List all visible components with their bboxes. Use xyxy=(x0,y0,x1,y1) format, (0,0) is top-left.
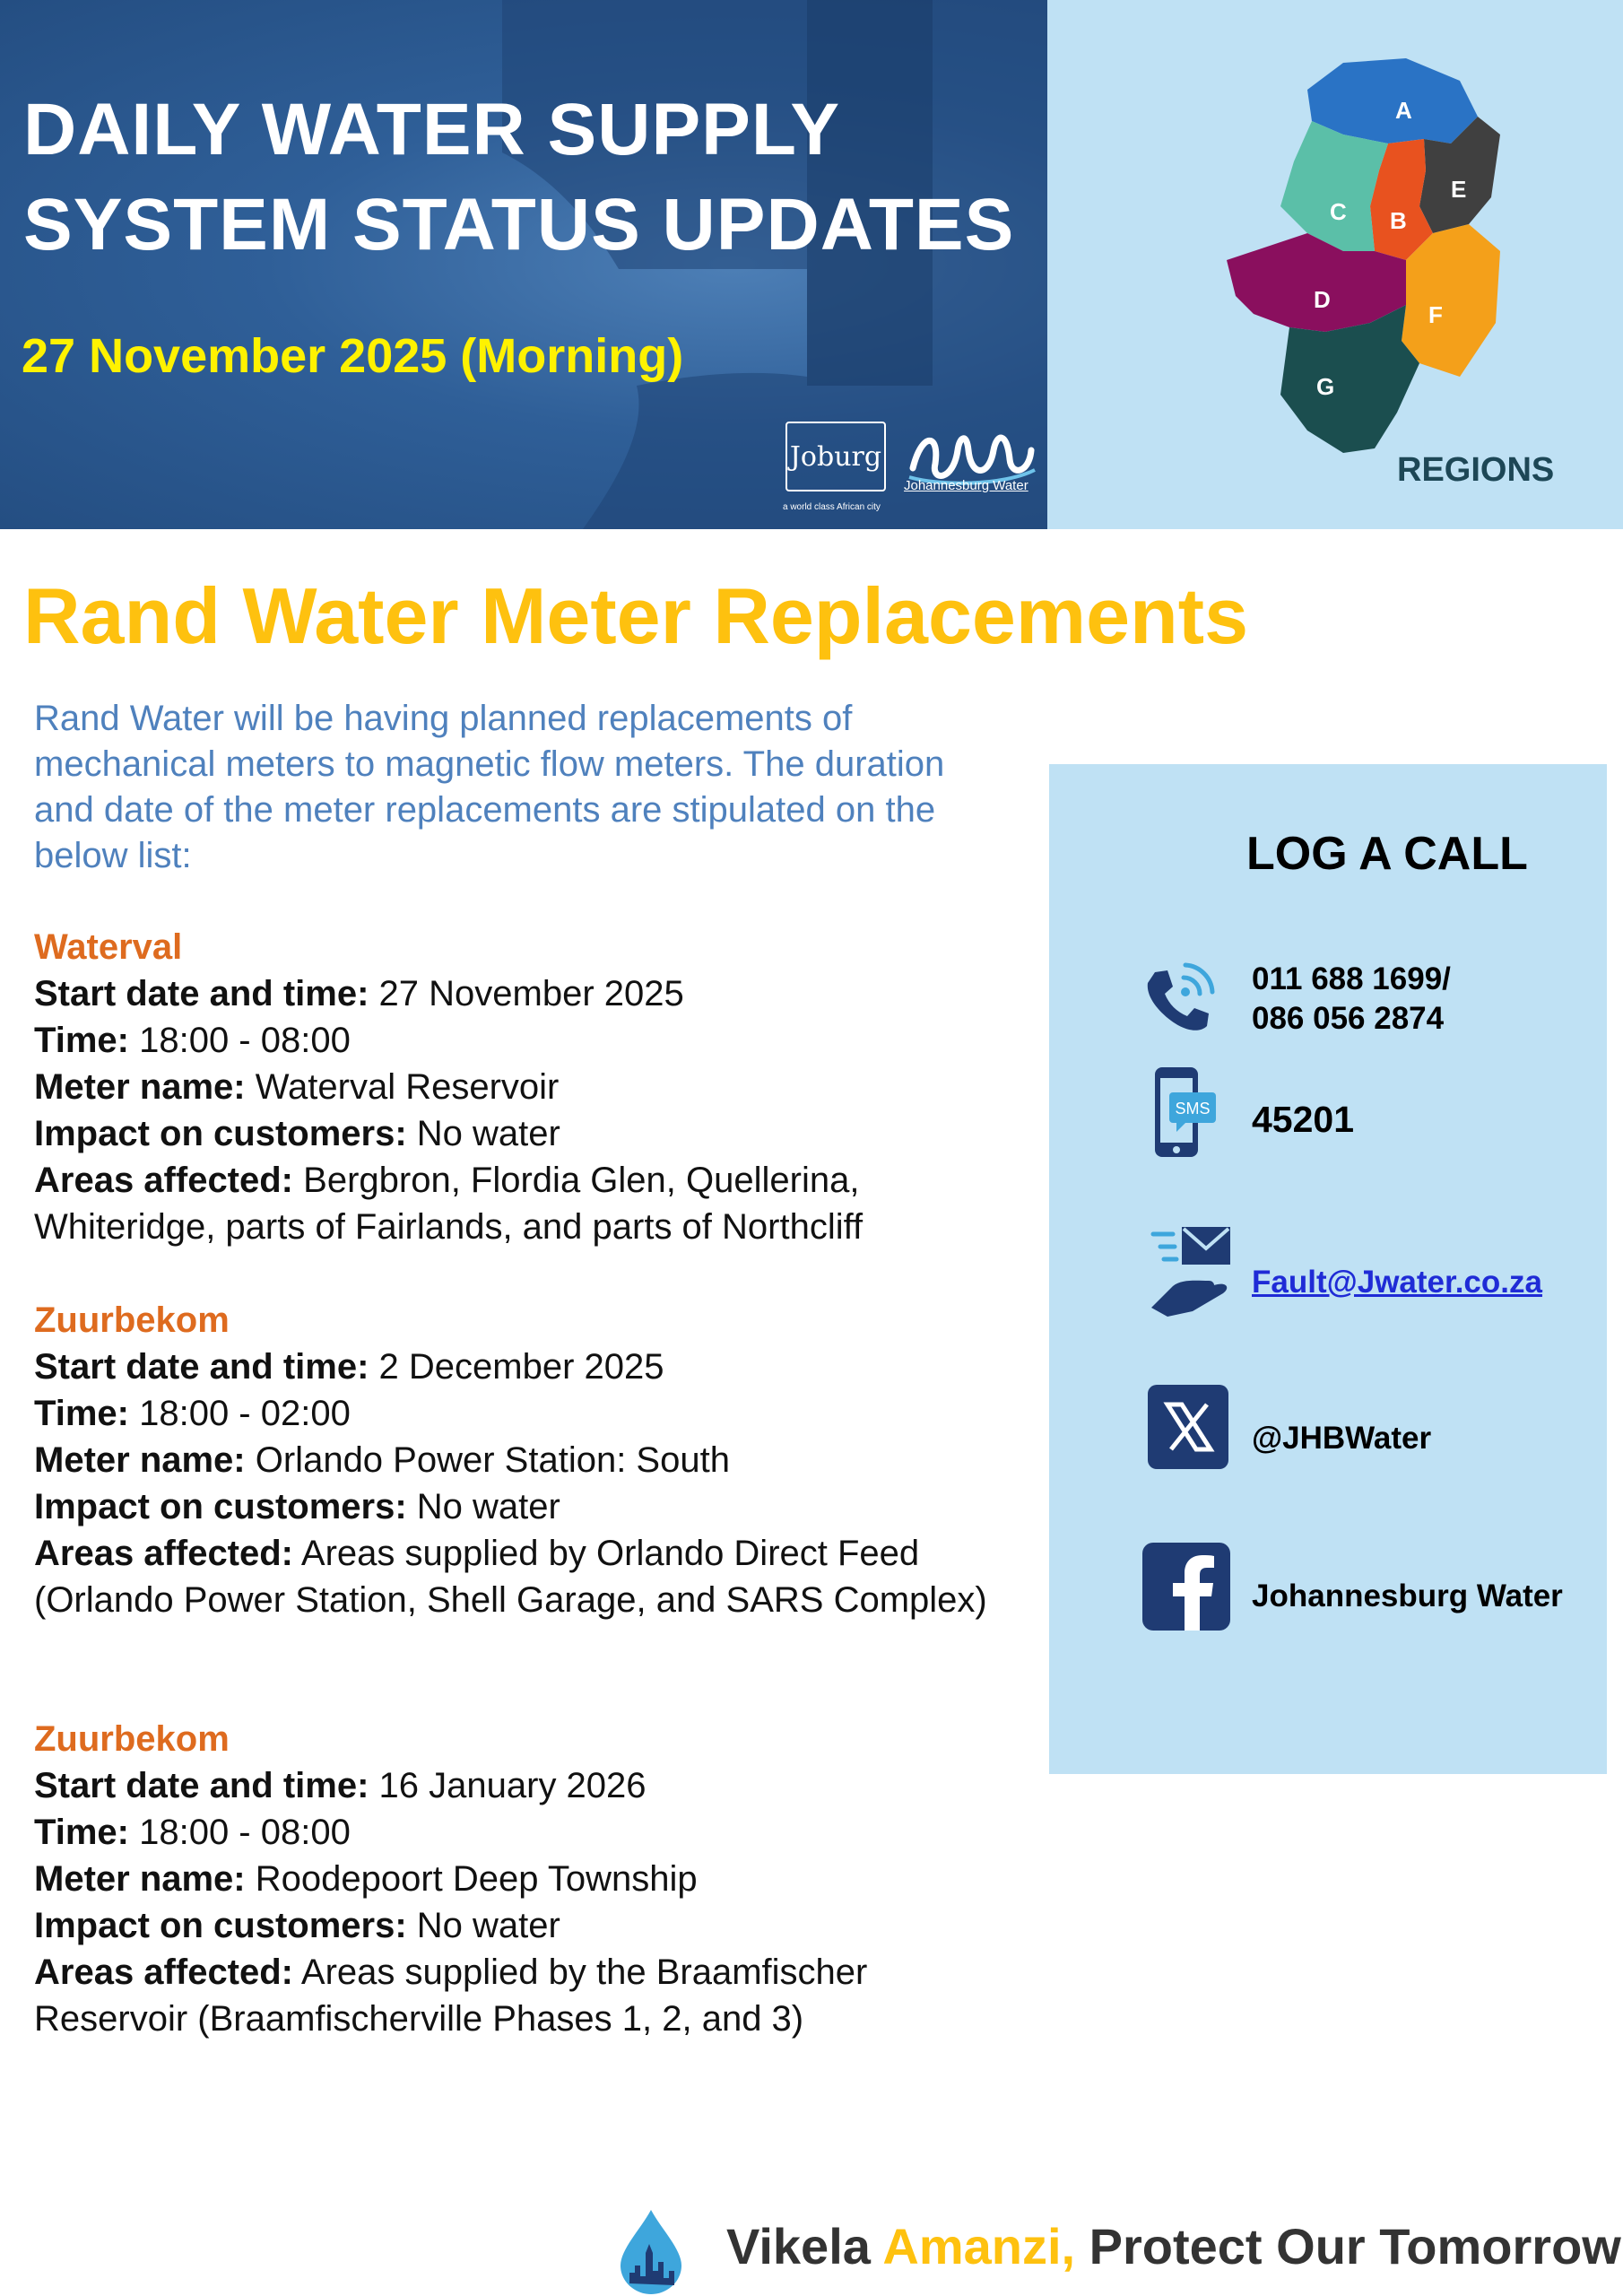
region-label-d: D xyxy=(1314,286,1331,313)
start-value: 16 January 2026 xyxy=(378,1766,647,1805)
meter-label: Meter name: xyxy=(34,1067,246,1107)
start-value: 2 December 2025 xyxy=(378,1347,664,1387)
log-a-call-panel xyxy=(1049,764,1607,1774)
region-label-a: A xyxy=(1395,97,1412,124)
region-label-c: C xyxy=(1330,198,1347,225)
time-label: Time: xyxy=(34,1021,129,1060)
impact-label: Impact on customers: xyxy=(34,1906,407,1945)
x-icon xyxy=(1148,1385,1228,1469)
email-icon xyxy=(1146,1222,1236,1320)
slogan-part1: Vikela xyxy=(726,2218,883,2274)
time-value: 18:00 - 08:00 xyxy=(139,1813,351,1852)
email-link[interactable]: Fault@Jwater.co.za xyxy=(1252,1265,1542,1300)
regions-map xyxy=(1191,54,1603,466)
start-label: Start date and time: xyxy=(34,1347,369,1387)
facebook-icon xyxy=(1142,1543,1230,1631)
joburg-logo xyxy=(785,422,886,491)
impact-value: No water xyxy=(416,1906,560,1945)
time-label: Time: xyxy=(34,1813,129,1852)
impact-value: No water xyxy=(416,1114,560,1153)
meter-entry xyxy=(34,924,1002,1250)
impact-label: Impact on customers: xyxy=(34,1487,407,1526)
meter-entry xyxy=(34,1716,1002,2042)
phone-number-1[interactable]: 011 688 1699/ xyxy=(1252,961,1451,996)
entry-site-name: Waterval xyxy=(34,927,183,967)
slogan-accent: Amanzi, xyxy=(882,2218,1076,2274)
region-label-b: B xyxy=(1390,207,1407,234)
header-date: 27 November 2025 (Morning) xyxy=(22,329,684,383)
phone-number-2[interactable]: 086 056 2874 xyxy=(1252,1001,1445,1036)
areas-label: Areas affected: xyxy=(34,1952,294,1992)
meter-value: Roodepoort Deep Township xyxy=(255,1859,698,1899)
time-value: 18:00 - 08:00 xyxy=(139,1021,351,1060)
joburg-tagline: a world class African city xyxy=(783,502,881,512)
areas-label: Areas affected: xyxy=(34,1161,294,1200)
log-a-call-title: LOG A CALL xyxy=(1246,828,1528,880)
meter-label: Meter name: xyxy=(34,1859,246,1899)
regions-panel xyxy=(1047,0,1623,529)
sms-number[interactable]: 45201 xyxy=(1252,1099,1355,1140)
impact-value: No water xyxy=(416,1487,560,1526)
meter-label: Meter name: xyxy=(34,1440,246,1480)
x-handle-link[interactable]: @JHBWater xyxy=(1252,1421,1432,1456)
time-label: Time: xyxy=(34,1394,129,1433)
sms-badge-text: SMS xyxy=(1175,1100,1211,1118)
facebook-link[interactable]: Johannesburg Water xyxy=(1252,1578,1563,1613)
start-label: Start date and time: xyxy=(34,974,369,1013)
meter-value: Orlando Power Station: South xyxy=(255,1440,730,1480)
header-title-line1: DAILY WATER SUPPLY xyxy=(23,89,841,170)
sms-icon xyxy=(1150,1064,1221,1162)
time-value: 18:00 - 02:00 xyxy=(139,1394,351,1433)
impact-label: Impact on customers: xyxy=(34,1114,407,1153)
joburg-logo-text: Joburg xyxy=(789,440,882,473)
phone-icon xyxy=(1137,960,1218,1040)
entry-site-name: Zuurbekom xyxy=(34,1300,230,1340)
meter-entry xyxy=(34,1297,1002,1623)
slogan-part2: Protect Our Tomorrow xyxy=(1075,2218,1621,2274)
region-label-e: E xyxy=(1451,176,1467,203)
main-heading: Rand Water Meter Replacements xyxy=(23,571,1249,660)
header-title-line2: SYSTEM STATUS UPDATES xyxy=(23,184,1015,265)
start-label: Start date and time: xyxy=(34,1766,369,1805)
water-drop-logo-icon xyxy=(617,2208,685,2296)
areas-label: Areas affected: xyxy=(34,1534,294,1573)
meter-value: Waterval Reservoir xyxy=(255,1067,560,1107)
regions-label: REGIONS xyxy=(1397,451,1555,489)
start-value: 27 November 2025 xyxy=(378,974,684,1013)
areas-value: Areas supplied by Orlando Direct Feed (Orlando Power Station, Shell Garage, and SARS Complex) xyxy=(34,1534,987,1620)
intro-paragraph: Rand Water will be having planned replacements of mechanical meters to magnetic flow meters. The duration and date of the meter replacements are stipulated on the below list: xyxy=(34,699,945,875)
footer-slogan xyxy=(726,2217,1621,2275)
region-label-g: G xyxy=(1316,373,1335,400)
region-label-f: F xyxy=(1428,301,1443,328)
areas-value: Areas supplied by the Braamfischer Reservoir (Braamfischerville Phases 1, 2, and 3) xyxy=(34,1952,868,2039)
region-c xyxy=(1280,121,1388,251)
areas-value: Bergbron, Flordia Glen, Quellerina, Whiteridge, parts of Fairlands, and parts of Northcliff xyxy=(34,1161,864,1247)
johannesburg-water-logo-caption: Johannesburg Water xyxy=(904,478,1028,493)
entry-site-name: Zuurbekom xyxy=(34,1719,230,1759)
header-banner xyxy=(0,0,1047,529)
